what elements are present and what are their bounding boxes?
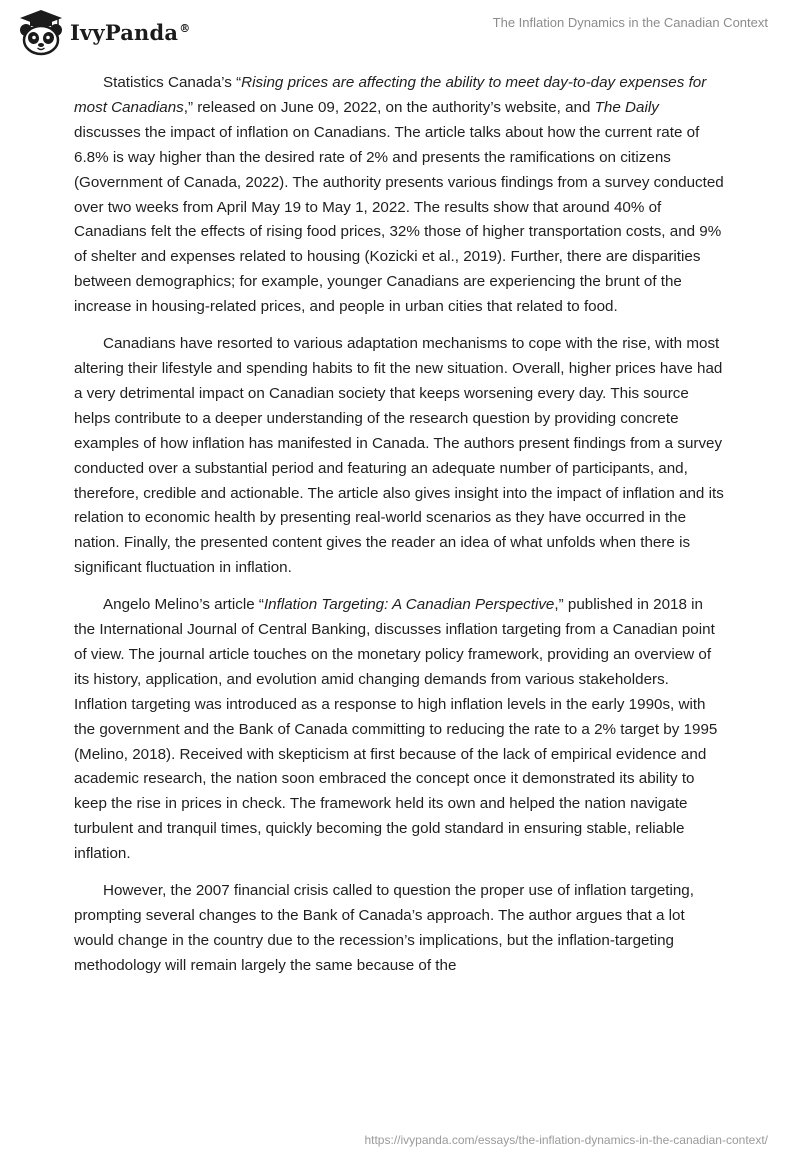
source-url[interactable]: https://ivypanda.com/essays/the-inflation-dynamics-in-the-canadian-context/	[364, 1133, 768, 1147]
paragraph-3: Angelo Melino’s article “Inflation Targeting: A Canadian Perspective,” published in 2018 in the International Journal of Central Banking, discusses inflation targeting from a Canadian point of view. The journal article touches on the monetary policy framework, providing an overview of its history, application, and evolution amid changing demands from various stakeholders. Inflation targeting was introduced as a response to high inflation levels in the early 1990s, with the government and the Bank of Canada committing to reducing the rate to a 2% target by 1995 (Melino, 2018). Received with skepticism at first because of the lack of empirical evidence and academic research, the nation soon embraced the concept once it demonstrated its ability to keep the rise in prices in check. The framework held its own and helped the nation navigate turbulent and tranquil times, quickly becoming the gold standard in ensuring stable, reliable inflation.	[74, 596, 718, 863]
page-header	[0, 0, 800, 60]
paragraph-2: Canadians have resorted to various adaptation mechanisms to cope with the rise, with most altering their lifestyle and spending habits to fit the new situation. Overall, higher prices have had a very detrimental impact on Canadian society that keeps worsening every day. This source helps contribute to a deeper understanding of the research question by providing concrete examples of how inflation has manifested in Canada. The authors present findings from a survey conducted over a substantial period and featuring an adequate number of participants, and, therefore, credible and actionable. The article also gives insight into the impact of inflation and its relation to economic health by presenting real-world scenarios as they have occurred in the nation. Finally, the presented content gives the reader an idea of what unfolds when there is significant fluctuation in inflation.	[74, 335, 724, 577]
document-title: The Inflation Dynamics in the Canadian Context	[492, 15, 768, 30]
essay-body	[74, 71, 726, 991]
source-title: Rising prices are affecting the ability to meet day-to-day expenses for most Canadians	[74, 74, 707, 116]
article-title: Inflation Targeting: A Canadian Perspective	[263, 596, 555, 614]
publication-name: The Daily	[594, 98, 659, 116]
panda-graduate-icon	[14, 8, 68, 56]
paragraph-1: Statistics Canada’s “Rising prices are affecting the ability to meet day-to-day expenses for most Canadians,” released on June 09, 2022, on the authority’s website, and The Daily discusses the impact of inflation on Canadians. The article talks about how the current rate of 6.8% is way higher than the desired rate of 2% and presents the ramifications on citizens (Government of Canada, 2022). The authority presents various findings from a survey conducted over two weeks from April May 19 to May 1, 2022. The results show that around 40% of Canadians felt the effects of rising food prices, 32% those of higher transportation costs, and 9% of shelter and expenses related to housing (Kozicki et al., 2019). Further, there are disparities between demographics; for example, younger Canadians are experiencing the brunt of the increase in housing-related prices, and people in urban cities that related to food.	[74, 74, 724, 316]
registered-mark: ®	[179, 21, 191, 35]
ivypanda-logo[interactable]	[14, 8, 190, 56]
paragraph-4: However, the 2007 financial crisis called to question the proper use of inflation targeting, prompting several changes to the Bank of Canada’s approach. The author argues that a lot would change in the country due to the recession’s implications, but the inflation-targeting methodology will remain largely the same because of the	[74, 882, 694, 974]
brand-name: IvyPanda	[70, 19, 179, 45]
